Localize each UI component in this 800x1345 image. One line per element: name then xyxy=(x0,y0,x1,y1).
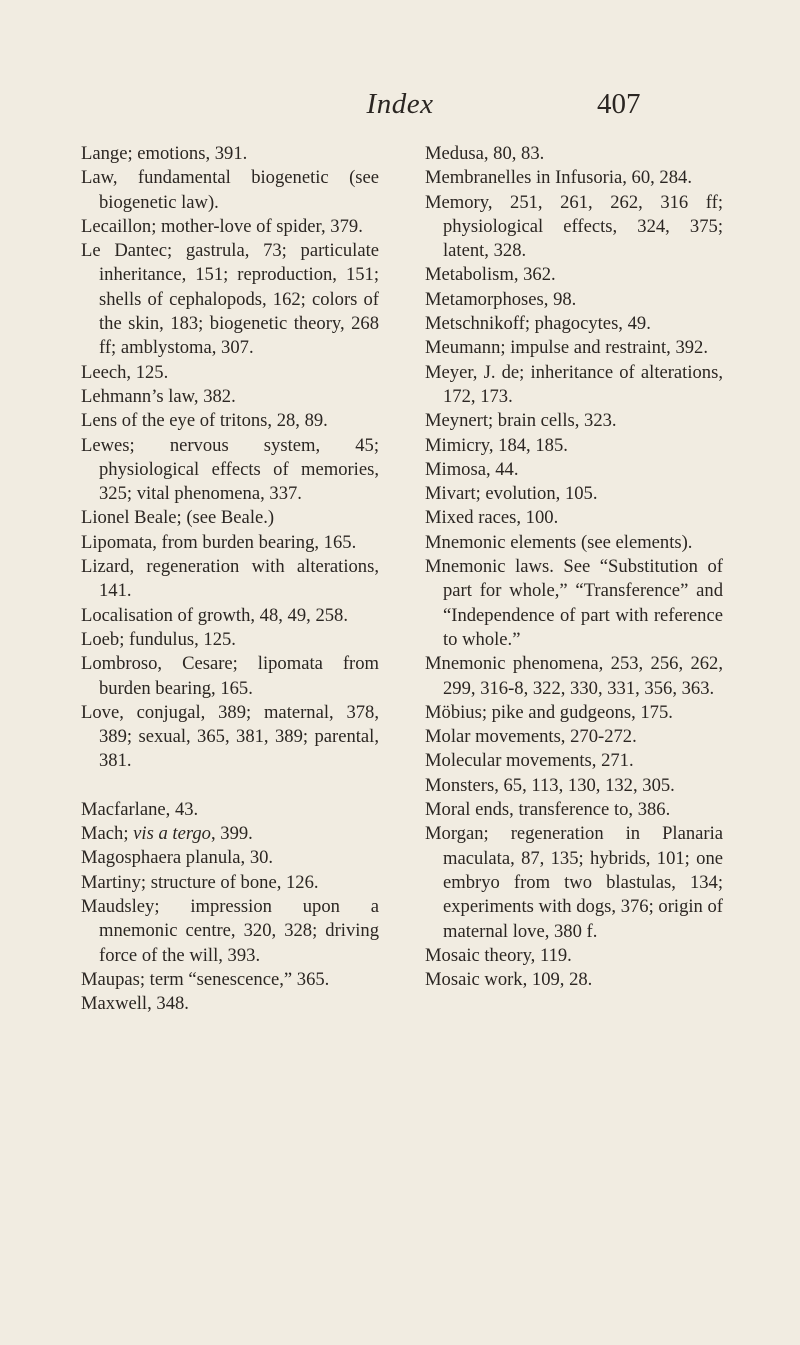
index-entry: Membranelles in Infusoria, 60, 284. xyxy=(425,167,692,189)
index-entry: Macfarlane, 43. xyxy=(81,798,199,820)
mach-suffix: , 399. xyxy=(210,823,253,845)
index-entry: Meynert; brain cells, 323. xyxy=(425,410,617,432)
mach-italic-term: vis a tergo xyxy=(133,823,211,845)
index-entry: Law, fundamental biogenetic (see biogenetic law). xyxy=(81,167,379,213)
index-entry: Lecaillon; mother-love of spider, 379. xyxy=(81,215,363,237)
index-entry: Moral ends, transference to, 386. xyxy=(425,799,671,821)
index-column-left xyxy=(81,142,379,1016)
index-entry: Mosaic work, 109, 28. xyxy=(425,969,593,991)
index-entry: Metschnikoff; phagocytes, 49. xyxy=(425,313,651,335)
index-entry: Meumann; impulse and restraint, 392. xyxy=(425,337,708,359)
index-entry: Meyer, J. de; inheritance of alterations, 172, 173. xyxy=(425,361,723,407)
index-entry: Lens of the eye of tritons, 28, 89. xyxy=(81,410,328,432)
index-entry: Maudsley; impression upon a mnemonic centre, 320, 328; driving force of the will, 393. xyxy=(81,895,379,966)
index-entry: Mnemonic phenomena, 253, 256, 262, 299, 316-8, 322, 330, 331, 356, 363. xyxy=(425,653,723,699)
index-entry: Molar movements, 270-272. xyxy=(425,726,637,748)
index-entry: Mimicry, 184, 185. xyxy=(425,434,568,456)
index-entry: Mivart; evolution, 105. xyxy=(425,483,598,505)
index-entry: Metamorphoses, 98. xyxy=(425,288,577,310)
index-entry: Medusa, 80, 83. xyxy=(425,143,545,164)
index-entry: Maxwell, 348. xyxy=(81,993,189,1015)
index-entry: Lange; emotions, 391. xyxy=(81,143,248,164)
index-entry: Molecular movements, 271. xyxy=(425,750,634,772)
index-entry: Love, conjugal, 389; maternal, 378, 389; sexual, 365, 381, 389; parental, 381. xyxy=(81,701,379,772)
index-entry: Leech, 125. xyxy=(81,361,169,383)
index-entry: Lewes; nervous system, 45; physiological effects of memories, 325; vital phenomena, 337. xyxy=(81,434,379,505)
index-entry: Mixed races, 100. xyxy=(425,507,559,529)
index-entry: Lizard, regeneration with alterations, 141. xyxy=(81,556,379,602)
index-entry: Martiny; structure of bone, 126. xyxy=(81,871,319,893)
index-column-right xyxy=(425,142,723,992)
index-entry: Mnemonic elements (see elements). xyxy=(425,531,693,553)
mach-prefix: Mach; xyxy=(81,823,134,845)
index-entry: Lionel Beale; (see Beale.) xyxy=(81,507,275,529)
index-entry: Lipomata, from burden bearing, 165. xyxy=(81,531,357,553)
index-entry: Maupas; term “senescence,” 365. xyxy=(81,968,330,990)
index-entry: Monsters, 65, 113, 130, 132, 305. xyxy=(425,774,675,796)
index-entry: Lombroso, Cesare; lipomata from burden bearing, 165. xyxy=(81,653,379,699)
index-entry: Lehmann’s law, 382. xyxy=(81,385,236,407)
index-entry: Magosphaera planula, 30. xyxy=(81,847,274,869)
index-entry: Mimosa, 44. xyxy=(425,458,519,480)
index-entry: Metabolism, 362. xyxy=(425,264,556,286)
index-entry: Mosaic theory, 119. xyxy=(425,944,572,966)
running-head-title: Index xyxy=(366,88,434,120)
index-entry: Morgan; regeneration in Planaria maculata, 87, 135; hybrids, 101; one embryo from two blastulas, 134; experiments with dogs, 376; origin of maternal love, 380 f. xyxy=(425,823,723,942)
index-entry-mach xyxy=(81,822,379,846)
index-entry: Memory, 251, 261, 262, 316 ff; physiological effects, 324, 375; latent, 328. xyxy=(425,191,723,262)
index-entry: Localisation of growth, 48, 49, 258. xyxy=(81,604,348,626)
index-entry: Mnemonic laws. See “Substitution of part for whole,” “Transference” and “Independence of part with reference to whole.” xyxy=(425,556,723,650)
index-entry: Loeb; fundulus, 125. xyxy=(81,628,236,650)
index-entry: Le Dantec; gastrula, 73; particulate inheritance, 151; reproduction, 151; shells of cephalopods, 162; colors of the skin, 183; biogenetic theory, 268 ff; amblystoma, 307. xyxy=(81,240,379,359)
page-number: 407 xyxy=(597,88,641,120)
index-entry: Möbius; pike and gudgeons, 175. xyxy=(425,701,673,723)
